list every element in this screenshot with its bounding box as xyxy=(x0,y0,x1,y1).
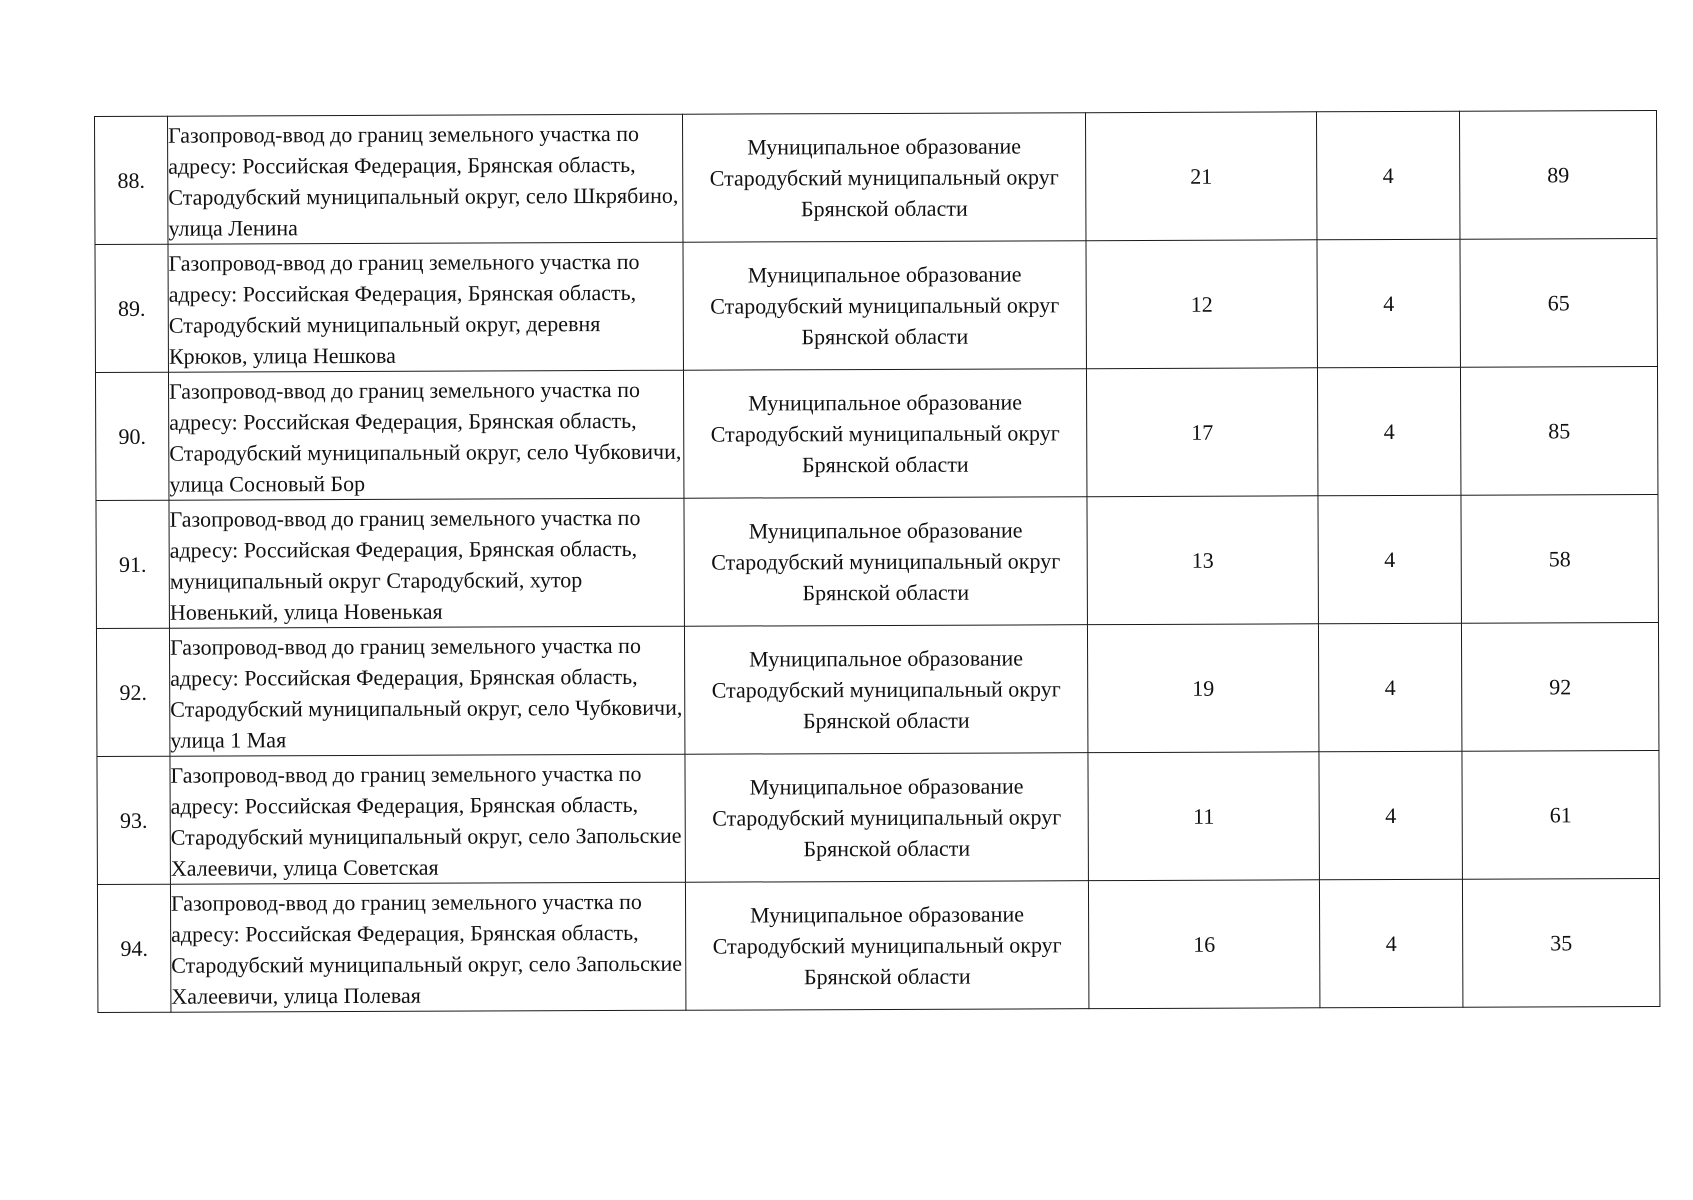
value-c: 61 xyxy=(1462,750,1659,879)
object-name-cell xyxy=(169,498,684,628)
owner-line-3: Брянской области xyxy=(800,195,968,222)
owner-line-3: Брянской области xyxy=(803,835,971,862)
owner-line-1: Муниципальное образование xyxy=(747,261,1022,288)
row-number: 93. xyxy=(97,756,170,884)
value-b: 4 xyxy=(1318,623,1461,752)
owner-cell xyxy=(683,369,1086,499)
owner-line-2: Стародубский муниципальный округ xyxy=(712,932,1062,959)
owner-cell xyxy=(684,625,1087,755)
table-row xyxy=(95,366,1657,500)
row-number: 90. xyxy=(95,372,168,500)
owner-cell xyxy=(683,241,1086,371)
owner-cell xyxy=(685,881,1088,1011)
value-b: 4 xyxy=(1316,111,1459,240)
owner-cell xyxy=(685,753,1088,883)
value-b: 4 xyxy=(1319,751,1462,880)
registry-table-body xyxy=(95,111,1660,1013)
table-row xyxy=(96,494,1658,628)
value-b: 4 xyxy=(1317,367,1460,496)
table-row xyxy=(97,878,1659,1012)
object-name-cell xyxy=(170,754,685,884)
value-a: 17 xyxy=(1086,368,1317,497)
owner-line-2: Стародубский муниципальный округ xyxy=(709,164,1059,191)
object-name: Газопровод-ввод до границ земельного участка по адресу: Российская Федерация, Брянская область, Стародубский муниципальный округ, село Шкрябино, улица Ленина xyxy=(168,120,679,241)
owner-cell xyxy=(682,113,1085,243)
owner-cell xyxy=(684,497,1087,627)
owner-line-2: Стародубский муниципальный округ xyxy=(711,548,1061,575)
object-name: Газопровод-ввод до границ земельного участка по адресу: Российская Федерация, Брянская область, Стародубский муниципальный округ, село Запольские Халеевичи, улица Советская xyxy=(170,760,682,881)
owner-line-3: Брянской области xyxy=(802,707,970,734)
object-name: Газопровод-ввод до границ земельного участка по адресу: Российская Федерация, Брянская область, Стародубский муниципальный округ, село Чубковичи, улица Сосновый Бор xyxy=(169,376,682,497)
object-name-cell xyxy=(170,882,685,1012)
row-number: 89. xyxy=(95,244,168,372)
value-a: 11 xyxy=(1088,752,1319,881)
value-a: 19 xyxy=(1087,624,1318,753)
owner-line-1: Муниципальное образование xyxy=(750,901,1025,928)
table-row xyxy=(96,622,1658,756)
owner-line-1: Муниципальное образование xyxy=(749,645,1024,672)
owner-line-3: Брянской области xyxy=(801,451,969,478)
owner-line-2: Стародубский муниципальный округ xyxy=(710,420,1060,447)
row-number: 94. xyxy=(97,884,170,1012)
value-a: 16 xyxy=(1088,880,1319,1009)
value-c: 58 xyxy=(1461,494,1658,623)
owner-line-1: Муниципальное образование xyxy=(749,773,1024,800)
value-a: 13 xyxy=(1087,496,1318,625)
registry-table xyxy=(94,110,1660,1013)
owner-line-2: Стародубский муниципальный округ xyxy=(710,292,1060,319)
value-c: 89 xyxy=(1459,111,1656,240)
table-row xyxy=(95,238,1657,372)
value-b: 4 xyxy=(1319,879,1462,1008)
object-name-cell xyxy=(168,370,683,500)
owner-line-1: Муниципальное образование xyxy=(747,133,1022,160)
row-number: 91. xyxy=(96,500,169,628)
value-a: 21 xyxy=(1085,112,1316,241)
value-c: 65 xyxy=(1460,238,1657,367)
value-a: 12 xyxy=(1086,240,1317,369)
value-b: 4 xyxy=(1317,239,1460,368)
owner-line-1: Муниципальное образование xyxy=(748,389,1023,416)
row-number: 88. xyxy=(95,116,168,244)
value-b: 4 xyxy=(1318,495,1461,624)
value-c: 35 xyxy=(1462,878,1659,1007)
table-row xyxy=(95,111,1657,245)
table-row xyxy=(97,750,1659,884)
object-name: Газопровод-ввод до границ земельного участка по адресу: Российская Федерация, Брянская область, Стародубский муниципальный округ, село Чубковичи, улица 1 Мая xyxy=(169,632,683,753)
owner-line-2: Стародубский муниципальный округ xyxy=(712,804,1062,831)
object-name: Газопровод-ввод до границ земельного участка по адресу: Российская Федерация, Брянская область, Стародубский муниципальный округ, деревня Крюков, улица Нешкова xyxy=(168,248,640,369)
owner-line-3: Брянской области xyxy=(802,579,970,606)
object-name-cell xyxy=(169,626,684,756)
value-c: 85 xyxy=(1460,366,1657,495)
object-name: Газопровод-ввод до границ земельного участка по адресу: Российская Федерация, Брянская область, Стародубский муниципальный округ, село Запольские Халеевичи, улица Полевая xyxy=(170,888,683,1009)
value-c: 92 xyxy=(1461,622,1658,751)
object-name: Газопровод-ввод до границ земельного участка по адресу: Российская Федерация, Брянская область, муниципальный округ Стародубский, хутор Новенький, улица Новенькая xyxy=(169,504,641,625)
object-name-cell xyxy=(168,114,683,244)
owner-line-3: Брянской области xyxy=(801,323,969,350)
owner-line-2: Стародубский муниципальный округ xyxy=(711,676,1061,703)
row-number: 92. xyxy=(96,628,169,756)
object-name-cell xyxy=(168,242,683,372)
owner-line-3: Брянской области xyxy=(803,963,971,990)
owner-line-1: Муниципальное образование xyxy=(748,517,1023,544)
